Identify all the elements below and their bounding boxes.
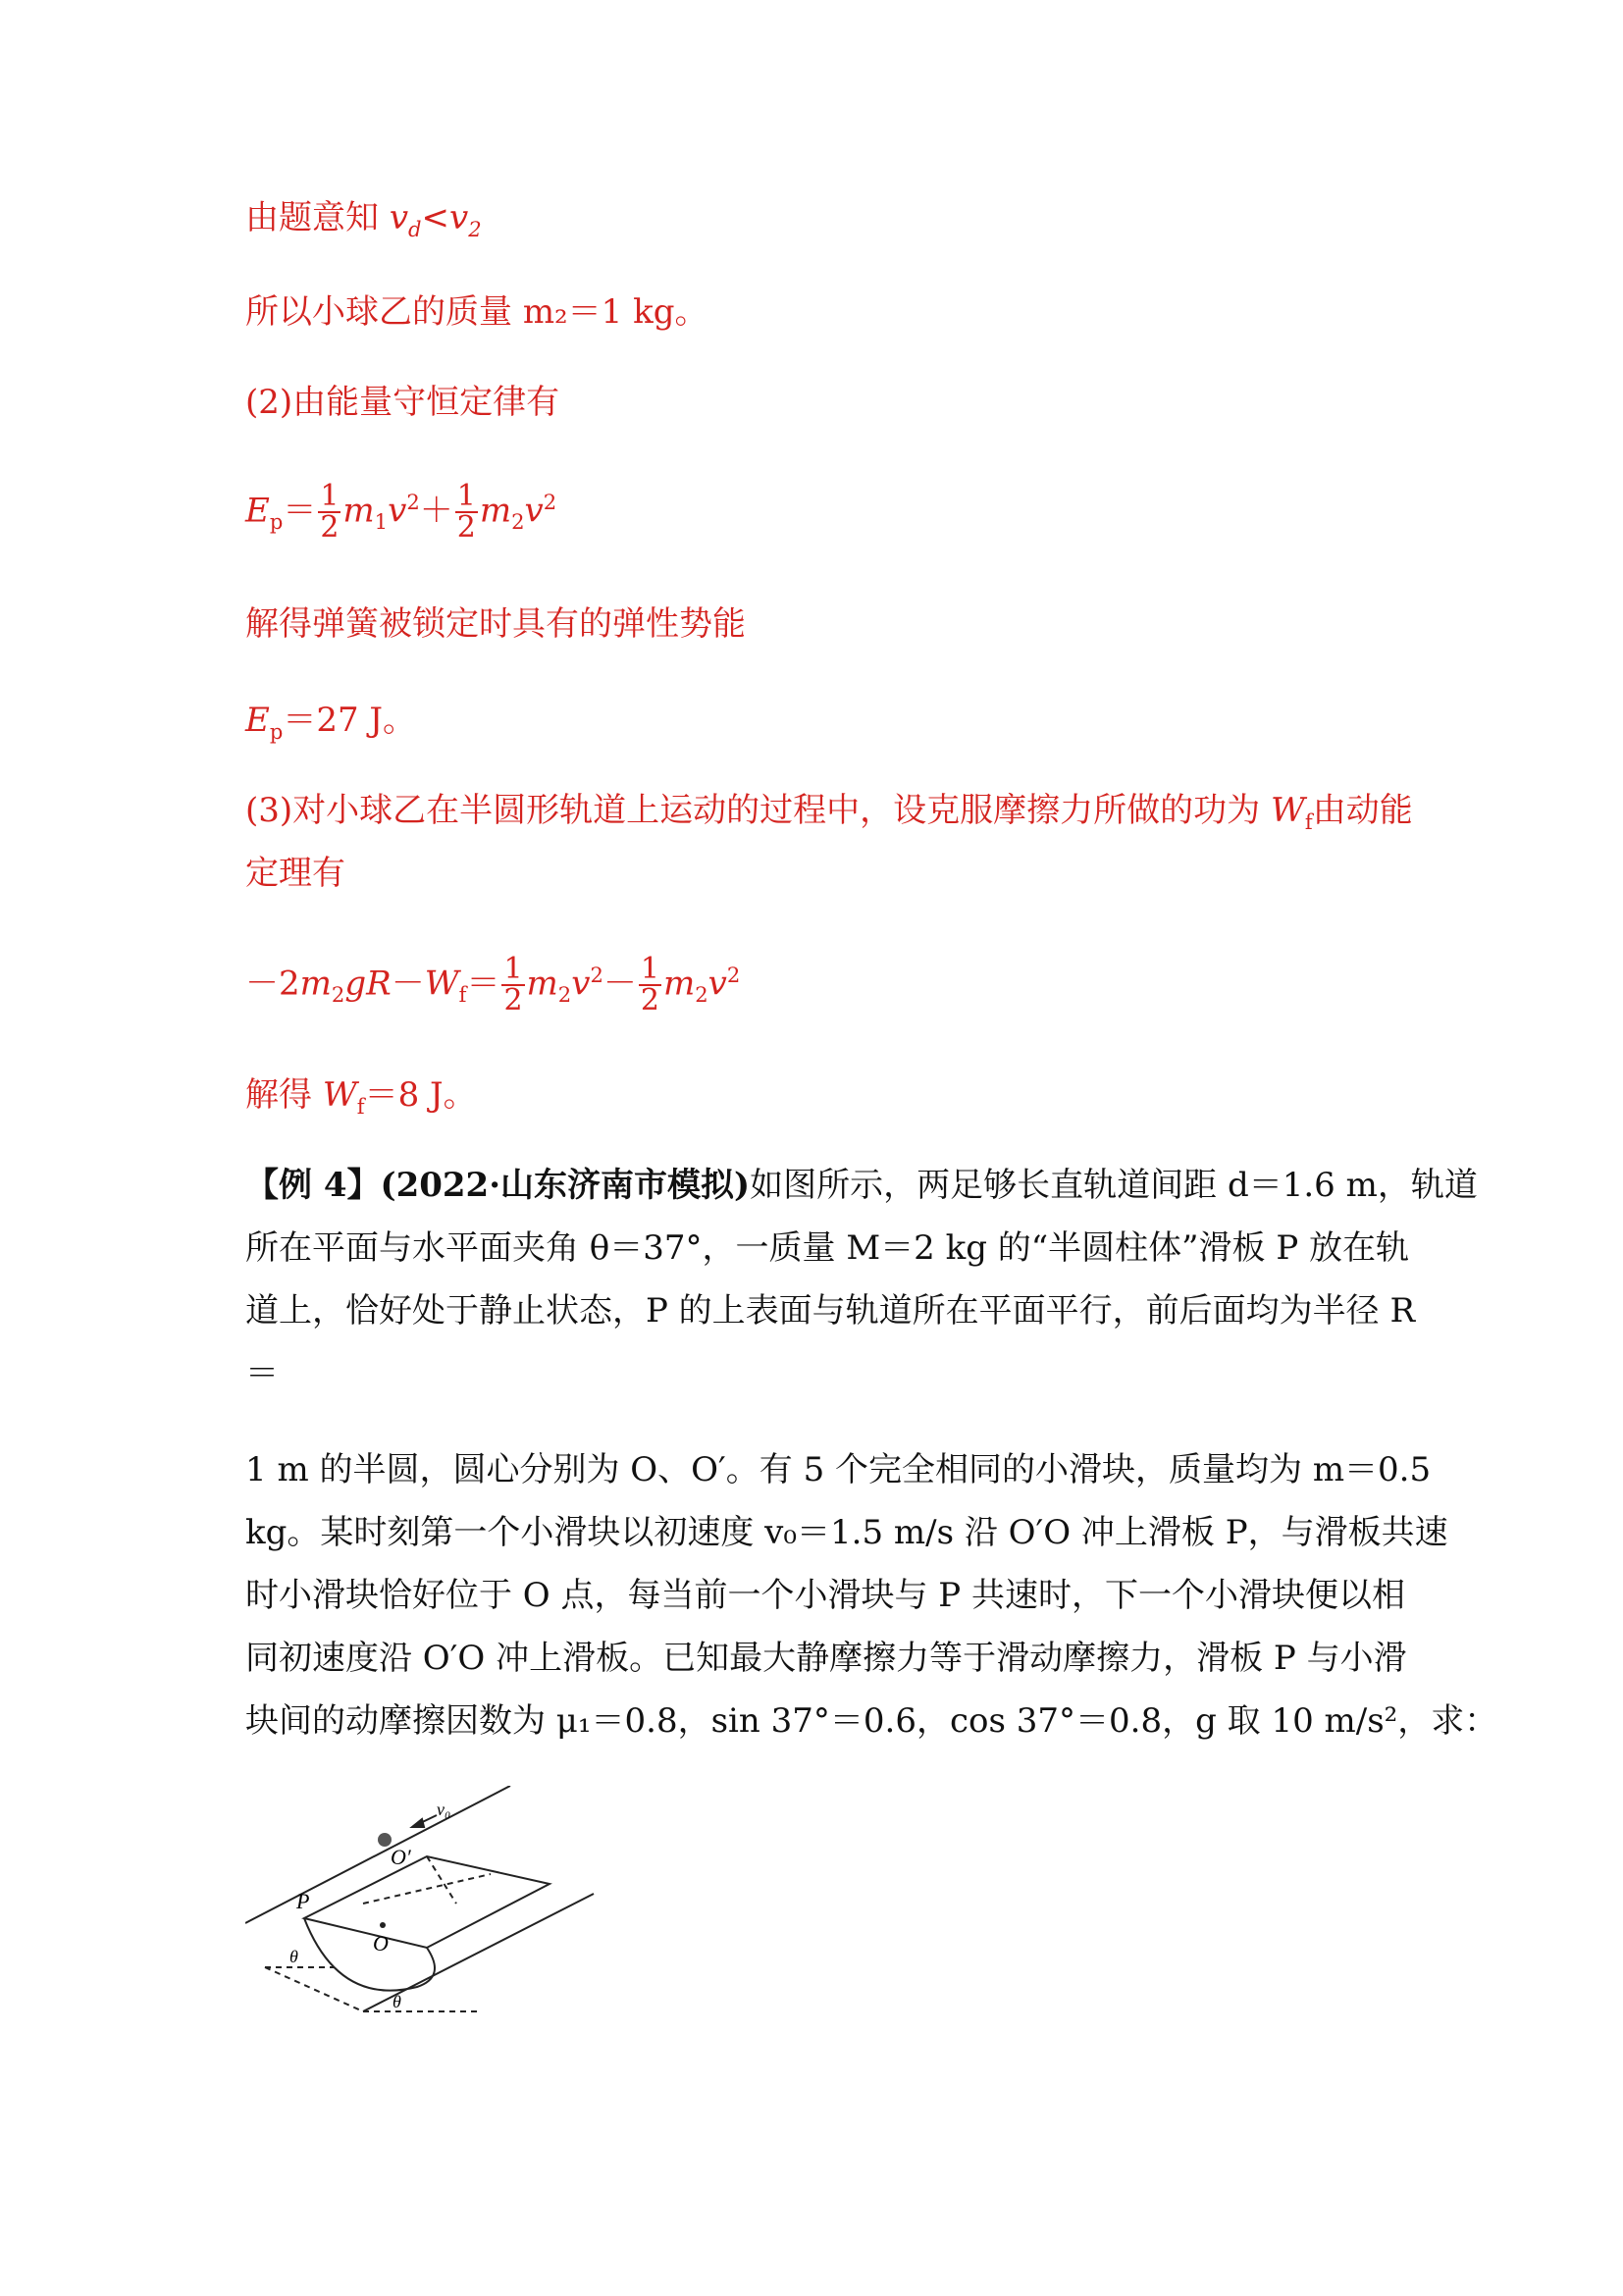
answer-text: (2)由能量守恒定律有 — [245, 383, 560, 422]
eq-sup: 2 — [543, 490, 557, 514]
eq-var: W — [424, 964, 459, 1004]
answer-line-10 — [245, 1073, 477, 1128]
frac-num: 1 — [640, 952, 659, 987]
example-text: 1 m 的半圆，圆心分别为 O、O′。有 5 个完全相同的小滑块，质量均为 m＝0.5 — [245, 1450, 1432, 1489]
dashed-line — [265, 1967, 363, 2011]
math-m2: m₂＝1 kg。 — [522, 292, 708, 332]
eq-sub: f — [458, 982, 467, 1008]
answer-line-6 — [245, 699, 416, 754]
answer-line-1 — [245, 196, 482, 251]
label-P: P — [296, 1889, 310, 1913]
frac-den: 2 — [640, 983, 659, 1018]
eq-sign: ＝ — [466, 964, 500, 1004]
eq-value: ＝27 J。 — [283, 701, 417, 740]
example-text: 块间的动摩擦因数为 μ₁＝0.8，sin 37°＝0.6，cos 37°＝0.8，g 取 10 m/s²，求： — [245, 1701, 1498, 1741]
answer-text: (3)对小球乙在半圆形轨道上运动的过程中，设克服摩擦力所做的功为 — [245, 791, 1271, 830]
example-text: 所在平面与水平面夹角 θ＝37°，一质量 M＝2 kg 的“半圆柱体”滑板 P 放在轨 — [245, 1228, 1410, 1268]
answer-line-5 — [245, 602, 746, 646]
math-vd-lt-v2: $v_d<v_2$ — [389, 198, 482, 241]
example-text: 如图所示，两足够长直轨道间距 d＝1.6 m，轨道 — [750, 1166, 1478, 1205]
eq-value: －2 — [245, 964, 300, 1004]
eq-var: v — [571, 964, 591, 1004]
eq-var: v — [388, 491, 407, 531]
example-text: kg。某时刻第一个小滑块以初速度 v₀＝1.5 m/s 沿 O′O 冲上滑板 P，与滑板共速 — [245, 1513, 1448, 1552]
eq-sign: － — [602, 964, 637, 1004]
frac-den: 2 — [503, 983, 523, 1018]
eq-sub: 2 — [695, 982, 708, 1008]
example-line-7 — [245, 1574, 1405, 1617]
eq-sub: 2 — [557, 982, 572, 1008]
answer-text: 由题意知 — [245, 198, 390, 237]
answer-text: 定理有 — [245, 854, 345, 893]
eq-var: g — [344, 964, 367, 1004]
eq-sub: 2 — [511, 509, 525, 535]
arrow-head-icon — [412, 1819, 424, 1827]
slider-semicircle — [304, 1918, 435, 1991]
answer-text: 解得 — [245, 1075, 323, 1115]
fraction — [501, 952, 524, 1018]
eq-var: m — [342, 491, 375, 531]
eq-sub: 1 — [374, 509, 389, 535]
frac-den: 2 — [456, 510, 476, 546]
eq-sub: 2 — [331, 982, 345, 1008]
label-theta: θ — [289, 1947, 298, 1966]
example-line-4 — [245, 1352, 279, 1395]
eq-sup: 2 — [406, 490, 420, 514]
fraction — [318, 479, 340, 546]
center-point-O — [380, 1922, 386, 1928]
eq-var: E — [245, 701, 270, 740]
example-text: 时小滑块恰好位于 O 点，每当前一个小滑块与 P 共速时，下一个小滑块便以相 — [245, 1576, 1405, 1615]
fraction — [639, 952, 661, 1018]
eq-sup: 2 — [726, 963, 741, 987]
example-source: (2022·山东济南市模拟) — [380, 1166, 751, 1205]
equation-work-energy — [245, 954, 740, 1017]
eq-sup: 2 — [590, 963, 603, 987]
small-block — [378, 1833, 392, 1847]
eq-sub: p — [269, 718, 284, 744]
slider-diagram — [245, 1786, 608, 2021]
example-line-3 — [245, 1289, 1415, 1332]
equation-energy — [245, 481, 556, 544]
eq-var: v — [524, 491, 544, 531]
example-line-6 — [245, 1511, 1448, 1554]
eq-sign: ＋ — [419, 491, 453, 531]
eq-sub: f — [356, 1093, 365, 1119]
eq-sign: ＝ — [283, 491, 317, 531]
example-line-1 — [245, 1164, 1478, 1207]
dashed-line — [427, 1856, 456, 1904]
eq-value: ＝8 J。 — [364, 1075, 477, 1115]
example-line-8 — [245, 1637, 1407, 1680]
example-label: 【例 4】 — [245, 1166, 381, 1205]
answer-line-2 — [245, 290, 708, 334]
rail-line — [245, 1786, 510, 1923]
answer-text: 所以小球乙的质量 — [245, 292, 523, 332]
frac-den: 2 — [320, 510, 340, 546]
eq-var: m — [526, 964, 558, 1004]
answer-line-3 — [245, 381, 559, 424]
label-O-prime: O′ — [391, 1845, 411, 1869]
eq-var: m — [299, 964, 332, 1004]
example-line-2 — [245, 1226, 1409, 1270]
answer-line-7 — [245, 789, 1413, 844]
example-line-9 — [245, 1699, 1497, 1743]
answer-line-8 — [245, 852, 345, 895]
eq-var: W — [322, 1075, 357, 1115]
label-O: O — [373, 1931, 389, 1956]
label-theta: θ — [393, 1992, 401, 2011]
frac-num: 1 — [320, 479, 340, 514]
eq-var: v — [707, 964, 727, 1004]
eq-var: R — [366, 964, 392, 1004]
eq-var: W — [1270, 791, 1305, 830]
frac-num: 1 — [456, 479, 476, 514]
eq-var: m — [662, 964, 696, 1004]
eq-var: m — [479, 491, 512, 531]
eq-var: E — [245, 491, 270, 531]
example-text: ＝ — [245, 1354, 279, 1393]
example-text: 道上，恰好处于静止状态，P 的上表面与轨道所在平面平行，前后面均为半径 R — [245, 1291, 1416, 1331]
example-line-5 — [245, 1448, 1431, 1491]
example-text: 同初速度沿 O′O 冲上滑板。已知最大静摩擦力等于滑动摩擦力，滑板 P 与小滑 — [245, 1639, 1407, 1678]
label-v0: v₀ — [437, 1800, 451, 1819]
answer-text: 由动能 — [1312, 791, 1413, 830]
frac-num: 1 — [503, 952, 523, 987]
eq-sub: p — [269, 509, 284, 535]
fraction — [455, 479, 478, 546]
answer-text: 解得弹簧被锁定时具有的弹性势能 — [245, 604, 746, 644]
eq-sub: f — [1304, 809, 1313, 834]
eq-sign: － — [391, 964, 425, 1004]
